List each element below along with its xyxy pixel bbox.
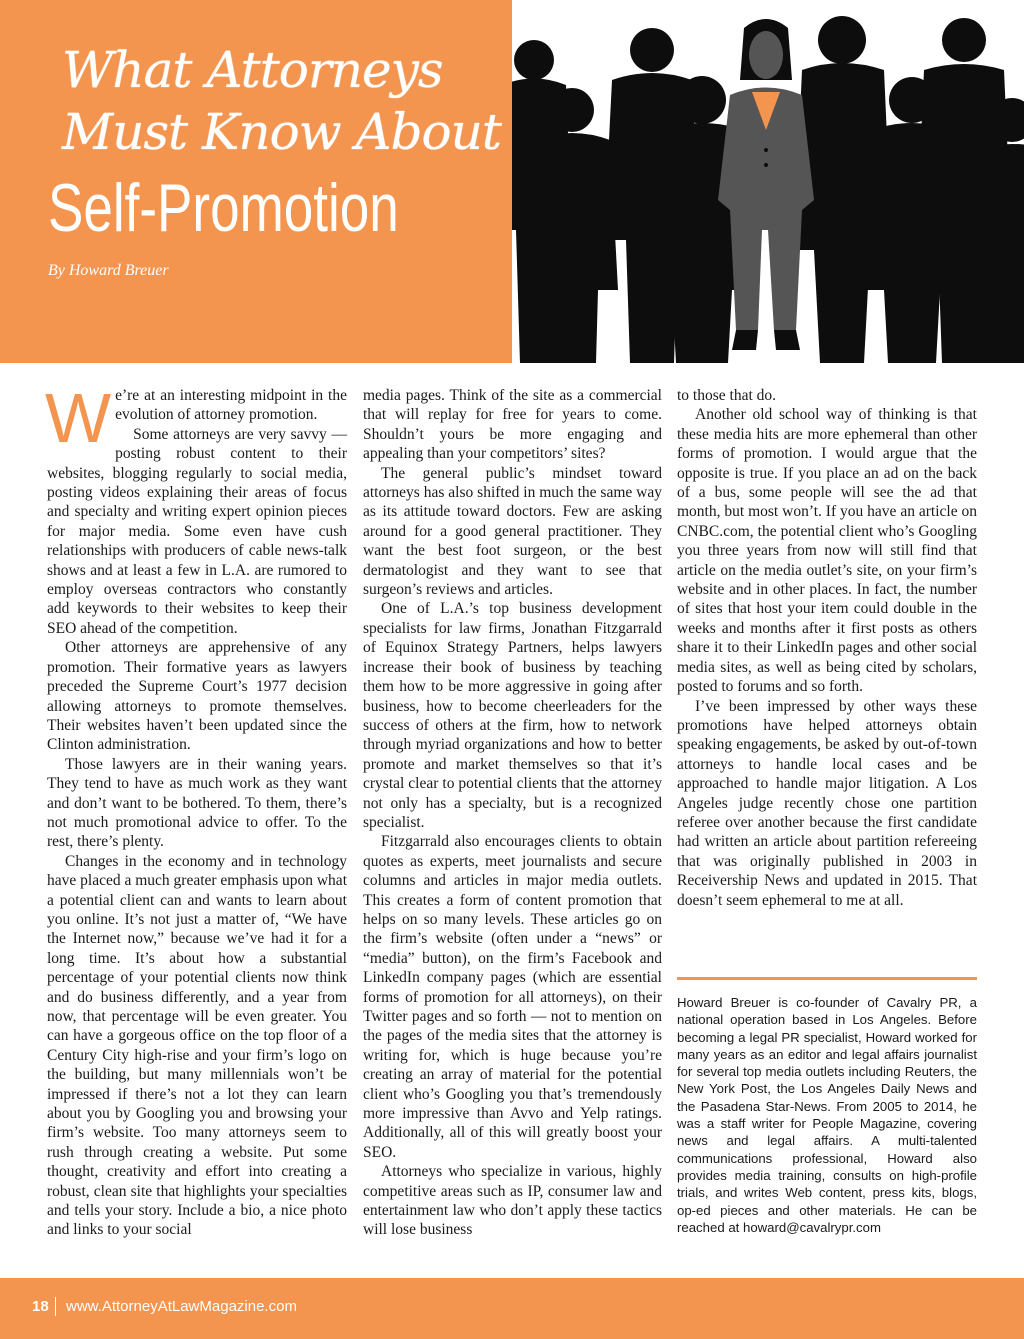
footer-separator	[55, 1297, 56, 1316]
website-link[interactable]: www.AttorneyAtLawMagazine.com	[66, 1298, 297, 1315]
paragraph: Those lawyers are in their waning years. They tend to have as much work as they want and don’t want to be bothered. To them, there’s not much promotional advice to offer. To the rest, there’s plenty.	[47, 755, 347, 851]
paragraph: Attorneys who specialize in various, highly competitive areas such as IP, consumer law and entertainment law who don’t apply these tactics will lose business	[363, 1163, 662, 1239]
title-line-2: Must Know About	[62, 103, 501, 161]
paragraph: One of L.A.’s top business development specialists for law firms, Jonathan Fitzgarrald of Equinox Strategy Partners, helps lawyers increase their book of business by teaching them how to be more aggressive in going after business, how to become cheerleaders for the success of others at the firm, how to network through myriad organizations and how to better promote and market themselves so that it’s crystal clear to potential clients that the attorney not only has a specialty, but is a recognized specialist.	[363, 600, 662, 831]
paragraph: Some attorneys are very savvy — posting robust content to their websites, blogging regularly to social media, posting videos explaining their areas of focus and specialty and writing expert opinion pieces for major media. Some even have cush relationships with producers of cable news-talk shows and at least a few in L.A. are rumored to employ overseas contractors who constantly add keywords to their websites to keep their SEO ahead of the competition.	[47, 425, 347, 637]
paragraph: Changes in the economy and in technology have placed a much greater emphasis upon what a potential client can and wants to learn about you online. It’s not just a matter of, “We have the Internet now,” because we’ve had it for a long time. It’s about how a substantial percentage of your potential clients now think and do business differently, and a year from now, that percentage will be even greater. You can have a gorgeous office on the top floor of a Century City high-rise and your firm’s logo on the building, but many millennials won’t be impressed if there’s not a lot they can learn about you by Googling you and browsing your firm’s website. Too many attorneys seem to rush through creating a website. Put some thought, creativity and effort into creating a robust, clean site that highlights your specialties and tells your story. Include a bio, a nice photo and links to your social	[47, 852, 347, 1239]
woman-figure	[718, 19, 814, 350]
dropcap: W	[45, 379, 112, 457]
paragraph: Another old school way of thinking is that these media hits are more ephemeral than other forms of promotion. I would argue that the opposite is true. If you place an ad on the back of a bus, some people will see the ad that month, but most won’t. If you have an article on CNBC.com, the potential client who’s Googling you three years from now will still find that article on the media outlet’s site, on your firm’s website and in other places. In fact, the number of sites that host your item could double in the weeks and months after it first posts as others share it to their LinkedIn pages and other social media sites, as well as being cited by scholars, posted to forums and so forth.	[677, 406, 977, 696]
article-column-2	[363, 386, 662, 1240]
footer-bar	[0, 1278, 1024, 1339]
paragraph: media pages. Think of the site as a commercial that will replay for free for years to come. Shouldn’t yours be more engaging and appealing than your competitors’ sites?	[363, 387, 662, 463]
paragraph: Fitzgarrald also encourages clients to obtain quotes as experts, meet journalists and secure columns and articles in major media outlets. This creates a form of content promotion that helps on so many levels. These articles go on the firm’s website (often under a “news” or “media” button), on the firm’s Facebook and LinkedIn company pages (which are essential forms of promotion for all attorneys), on their Twitter pages and so forth — not to mention on the pages of the media sites that the attorney is writing for, which is huge because you’re creating an array of material for the potential client who’s Googling you that’s tremendously more impressive than Avvo and Yelp ratings. Additionally, all of this will greatly boost your SEO.	[363, 833, 662, 1161]
paragraph: I’ve been impressed by other ways these promotions have helped attorneys obtain speaking engagements, be asked by out-of-town attorneys to handle local cases and be approached to handle major litigation. A Los Angeles judge recently chose one partition referee over another because the first candidate had written an article about partition refereeing that was originally published in 2003 in Receivership News and updated in 2015. That doesn’t seem ephemeral to me at all.	[677, 697, 977, 909]
title-line-1: What Attorneys	[62, 41, 443, 99]
byline: By Howard Breuer	[48, 262, 169, 279]
business-crowd-silhouettes-icon	[512, 0, 1024, 363]
bio-divider	[677, 977, 977, 980]
article-column-1	[45, 379, 347, 1240]
paragraph: The general public’s mindset toward attorneys has also shifted in much the same way as its attitude toward doctors. Few are asking around for a good general practitioner. They want the best foot surgeon, or the best dermatologist and they want to see that surgeon’s reviews and articles.	[363, 464, 662, 599]
title-panel	[0, 0, 512, 363]
paragraph: Other attorneys are apprehensive of any promotion. Their formative years as lawyers preceded the Supreme Court’s 1977 decision allowing attorneys to promote themselves. Their websites haven’t been updated since the Clinton administration.	[47, 639, 347, 754]
paragraph: to those that do.	[677, 387, 777, 404]
title-main: Self-Promotion	[48, 170, 399, 246]
paragraph: e’re at an interesting midpoint in the evolution of attorney promotion.	[115, 387, 347, 424]
page-number: 18	[32, 1298, 49, 1315]
article-column-3	[677, 386, 977, 910]
author-bio: Howard Breuer is co-founder of Cavalry PR, a national operation based in Los Angeles. Before becoming a legal PR specialist, Howard worked for many years as an editor and legal affairs journalist for several top media outlets including Reuters, the New York Post, the Los Angeles Daily News and the Pasadena Star-News. From 2005 to 2014, he was a staff writer for People Magazine, covering news and legal affairs. A multi-talented communications professional, Howard also provides media training, consults on high-profile trials, and writes Web content, press kits, blogs, op-ed pieces and other materials. He can be reached at howard@cavalrypr.com	[677, 995, 977, 1235]
